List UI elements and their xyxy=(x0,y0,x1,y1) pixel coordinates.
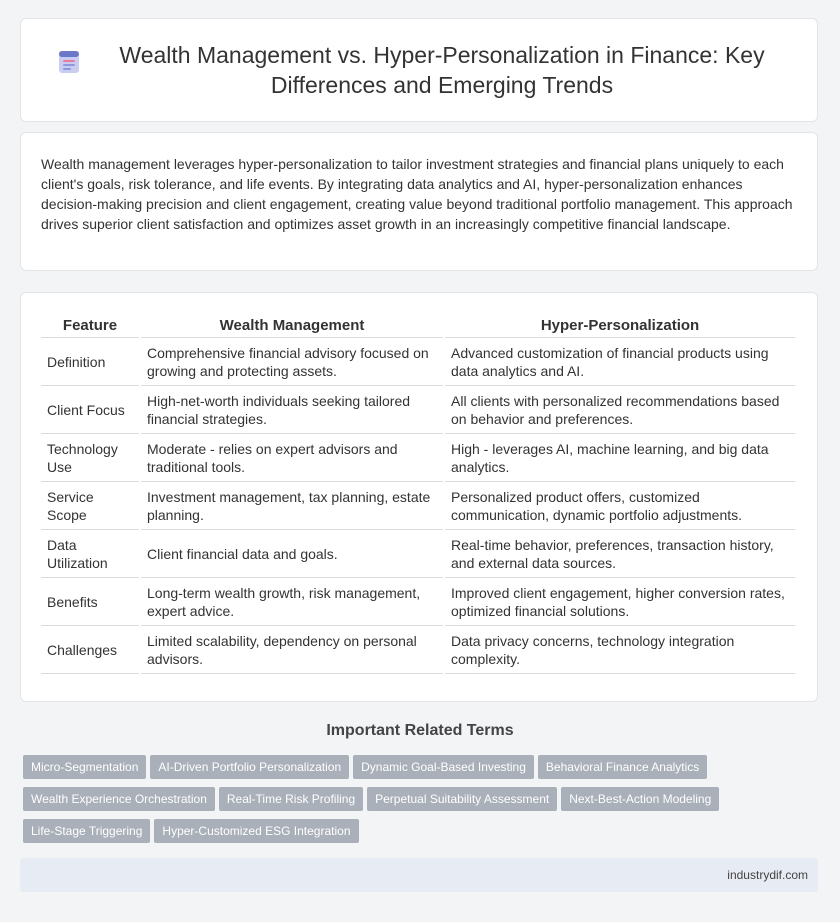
feature-cell: Technology Use xyxy=(41,434,139,482)
related-term-tag[interactable]: Perpetual Suitability Assessment xyxy=(367,787,557,811)
related-term-tag[interactable]: Life-Stage Triggering xyxy=(23,819,150,843)
feature-cell: Data Utilization xyxy=(41,530,139,578)
comparison-card xyxy=(20,292,818,702)
wealth-management-cell: Limited scalability, dependency on personal advisors. xyxy=(141,626,443,674)
hyper-personalization-cell: Data privacy concerns, technology integration complexity. xyxy=(445,626,795,674)
related-terms-list xyxy=(23,755,803,851)
table-row xyxy=(41,482,795,530)
hyper-personalization-cell: Personalized product offers, customized communication, dynamic portfolio adjustments. xyxy=(445,482,795,530)
table-header-row xyxy=(41,313,795,338)
column-header: Hyper-Personalization xyxy=(445,313,795,338)
table-row xyxy=(41,386,795,434)
related-terms-title: Important Related Terms xyxy=(326,722,514,739)
related-term-tag[interactable]: AI-Driven Portfolio Personalization xyxy=(150,755,349,779)
wealth-management-cell: High-net-worth individuals seeking tailored financial strategies. xyxy=(141,386,443,434)
related-term-tag[interactable]: Real-Time Risk Profiling xyxy=(219,787,363,811)
feature-cell: Benefits xyxy=(41,578,139,626)
wealth-management-cell: Investment management, tax planning, estate planning. xyxy=(141,482,443,530)
related-term-tag[interactable]: Hyper-Customized ESG Integration xyxy=(154,819,358,843)
header-card xyxy=(20,18,818,122)
table-row xyxy=(41,578,795,626)
wealth-management-cell: Comprehensive financial advisory focused on growing and protecting assets. xyxy=(141,338,443,386)
hyper-personalization-cell: Real-time behavior, preferences, transaction history, and external data sources. xyxy=(445,530,795,578)
wealth-management-cell: Moderate - relies on expert advisors and traditional tools. xyxy=(141,434,443,482)
intro-card xyxy=(20,132,818,271)
footer-site-link[interactable]: industrydif.com xyxy=(727,868,808,882)
comparison-table xyxy=(39,313,797,674)
table-row xyxy=(41,434,795,482)
feature-cell: Definition xyxy=(41,338,139,386)
wealth-management-cell: Client financial data and goals. xyxy=(141,530,443,578)
column-header: Wealth Management xyxy=(141,313,443,338)
feature-cell: Service Scope xyxy=(41,482,139,530)
feature-cell: Challenges xyxy=(41,626,139,674)
intro-paragraph: Wealth management leverages hyper-personalization to tailor investment strategies and financial plans uniquely to each client's goals, risk tolerance, and life events. By integrating data analytics and AI, hyper-personalization enhances decision-making precision and client engagement, creating value beyond traditional portfolio management. This approach drives superior client satisfaction and optimizes asset growth in an increasingly competitive financial landscape. xyxy=(41,156,793,232)
footer xyxy=(20,858,818,892)
table-row xyxy=(41,626,795,674)
related-term-tag[interactable]: Next-Best-Action Modeling xyxy=(561,787,719,811)
related-term-tag[interactable]: Micro-Segmentation xyxy=(23,755,146,779)
table-row xyxy=(41,530,795,578)
hyper-personalization-cell: Advanced customization of financial products using data analytics and AI. xyxy=(445,338,795,386)
feature-cell: Client Focus xyxy=(41,386,139,434)
hyper-personalization-cell: All clients with personalized recommendations based on behavior and preferences. xyxy=(445,386,795,434)
hyper-personalization-cell: High - leverages AI, machine learning, and big data analytics. xyxy=(445,434,795,482)
wealth-management-cell: Long-term wealth growth, risk management, expert advice. xyxy=(141,578,443,626)
table-row xyxy=(41,338,795,386)
page-title: Wealth Management vs. Hyper-Personalization in Finance: Key Differences and Emerging Trends xyxy=(119,42,765,98)
column-header: Feature xyxy=(41,313,139,338)
header xyxy=(49,40,789,100)
hyper-personalization-cell: Improved client engagement, higher conversion rates, optimized financial solutions. xyxy=(445,578,795,626)
related-term-tag[interactable]: Dynamic Goal-Based Investing xyxy=(353,755,534,779)
related-term-tag[interactable]: Wealth Experience Orchestration xyxy=(23,787,215,811)
document-icon xyxy=(56,49,82,75)
related-term-tag[interactable]: Behavioral Finance Analytics xyxy=(538,755,707,779)
